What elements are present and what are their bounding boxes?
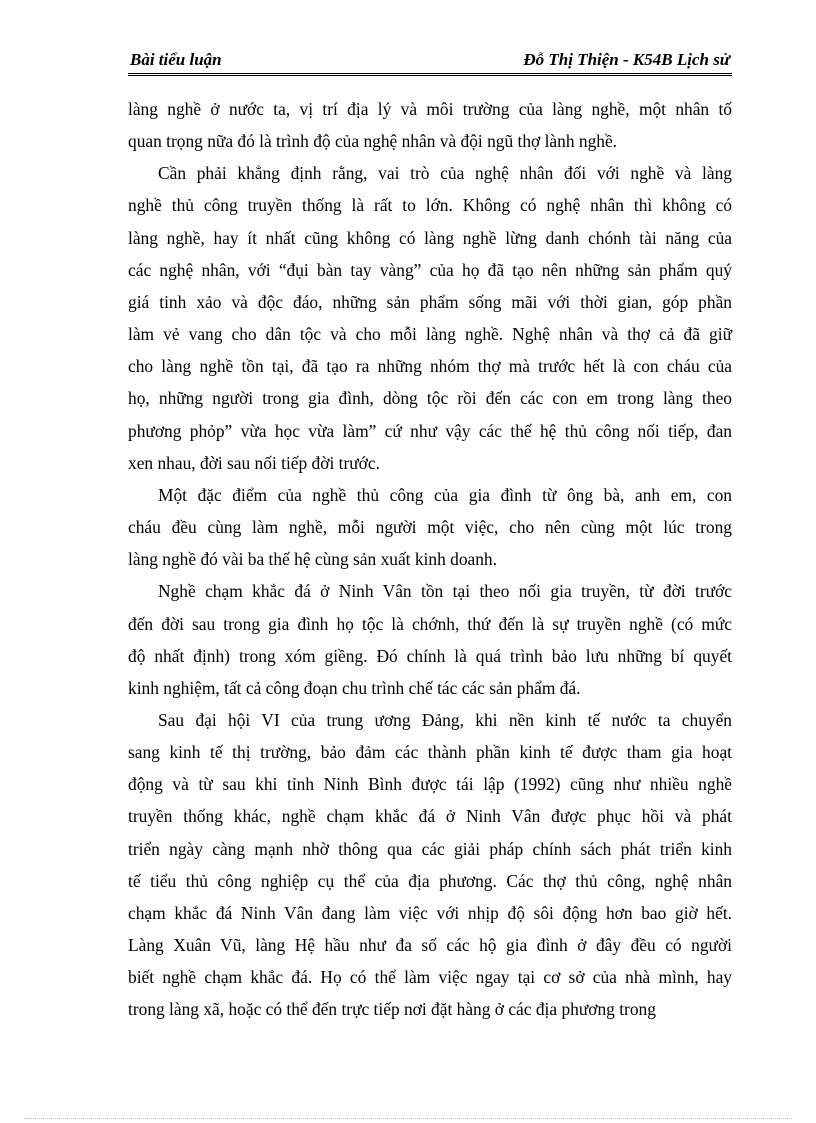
text-line: làng nghề ở nước ta, vị trí địa lý và môi trường của làng nghề, một nhân tố xyxy=(128,99,732,119)
text-line: Cần phải khẳng định rằng, vai trò của nghệ nhân đối với nghề và làng xyxy=(158,163,732,184)
text-line: động và từ sau khi tỉnh Ninh Bình được tái lập (1992) cũng như nhiều nghề xyxy=(128,774,732,795)
header-title: Bài tiểu luận xyxy=(130,50,222,69)
page-bottom-rule xyxy=(24,1118,792,1119)
text-line: sang kinh tế thị trường, bảo đảm các thành phần kinh tế được tham gia hoạt xyxy=(128,742,732,763)
text-line: xen nhau, đời sau nối tiếp đời trước. xyxy=(128,452,380,473)
text-line: cháu đều cùng làm nghề, mỗi người một việc, cho nên cùng một lúc trong xyxy=(128,517,732,538)
text-line: tế tiểu thủ công nghiệp cụ thể của địa phương. Các thợ thủ công, nghệ nhân xyxy=(128,870,732,891)
text-line: quan trọng nữa đó là trình độ của nghệ nhân và đội ngũ thợ lành nghề. xyxy=(128,131,618,152)
page-header xyxy=(128,47,732,76)
text-line: Làng Xuân Vũ, làng Hệ hầu như đa số các hộ gia đình ở đây đều có người xyxy=(128,935,732,956)
text-line: họ, những người trong gia đình, dòng tộc rồi đến các con em trong làng theo xyxy=(128,388,732,409)
text-line: biết nghề chạm khắc đá. Họ có thể làm việc ngay tại cơ sở của nhà mình, hay xyxy=(128,967,732,988)
text-line: trong làng xã, hoặc có thể đến trực tiếp nơi đặt hàng ở các địa phương trong xyxy=(128,999,656,1020)
text-line: làm vẻ vang cho dân tộc và cho mỗi làng nghề. Nghệ nhân và thợ cả đã giữ xyxy=(128,324,732,345)
text-line: triển ngày càng mạnh nhờ thông qua các giải pháp chính sách phát triển kinh xyxy=(128,838,732,859)
text-line: chạm khắc đá Ninh Vân đang làm việc với nhịp độ sôi động hơn bao giờ hết. xyxy=(128,902,732,923)
text-line: giá tinh xảo và độc đáo, những sản phẩm sống mãi với thời gian, góp phần xyxy=(128,291,732,312)
text-line: độ nhất định) trong xóm giềng. Đó chính là quá trình bảo lưu những bí quyết xyxy=(128,645,732,666)
text-line: Một đặc điểm của nghề thủ công của gia đình từ ông bà, anh em, con xyxy=(158,484,732,505)
text-line: cho làng nghề tồn tại, đã tạo ra những nhóm thợ mà trước hết là con cháu của xyxy=(128,356,732,377)
text-line: các nghệ nhân, với “đụi bàn tay vàng” của họ đã tạo nên những sản phẩm quý xyxy=(128,259,732,280)
document-body xyxy=(128,93,732,1026)
text-line: nghề thủ công truyền thống là rất to lớn. Không có nghệ nhân thì không có xyxy=(128,195,732,216)
text-line: kinh nghiệm, tất cả công đoạn chu trình chế tác các sản phẩm đá. xyxy=(128,677,581,698)
text-line: truyền thống khác, nghề chạm khắc đá ở Ninh Vân được phục hồi và phát xyxy=(128,806,732,827)
header-author: Đỗ Thị Thiện - K54B Lịch sử xyxy=(523,50,730,69)
text-line: Sau đại hội VI của trung ương Đảng, khi nền kinh tế nước ta chuyển xyxy=(158,709,732,730)
text-line: Nghề chạm khắc đá ở Ninh Vân tồn tại theo nối gia truyền, từ đời trước xyxy=(158,581,732,602)
text-line: đến đời sau trong gia đình họ tộc là chớnh, thứ đến là sự truyền nghề (có mức xyxy=(128,613,732,634)
text-line: phương phỏp” vừa học vừa làm” cứ như vậy các thế hệ thủ công nối tiếp, đan xyxy=(128,420,732,441)
text-line: làng nghề, hay ít nhất cũng không có làng nghề lừng danh chónh tài năng của xyxy=(128,227,732,248)
text-line: làng nghề đó vài ba thế hệ cùng sản xuất kinh doanh. xyxy=(128,549,497,570)
